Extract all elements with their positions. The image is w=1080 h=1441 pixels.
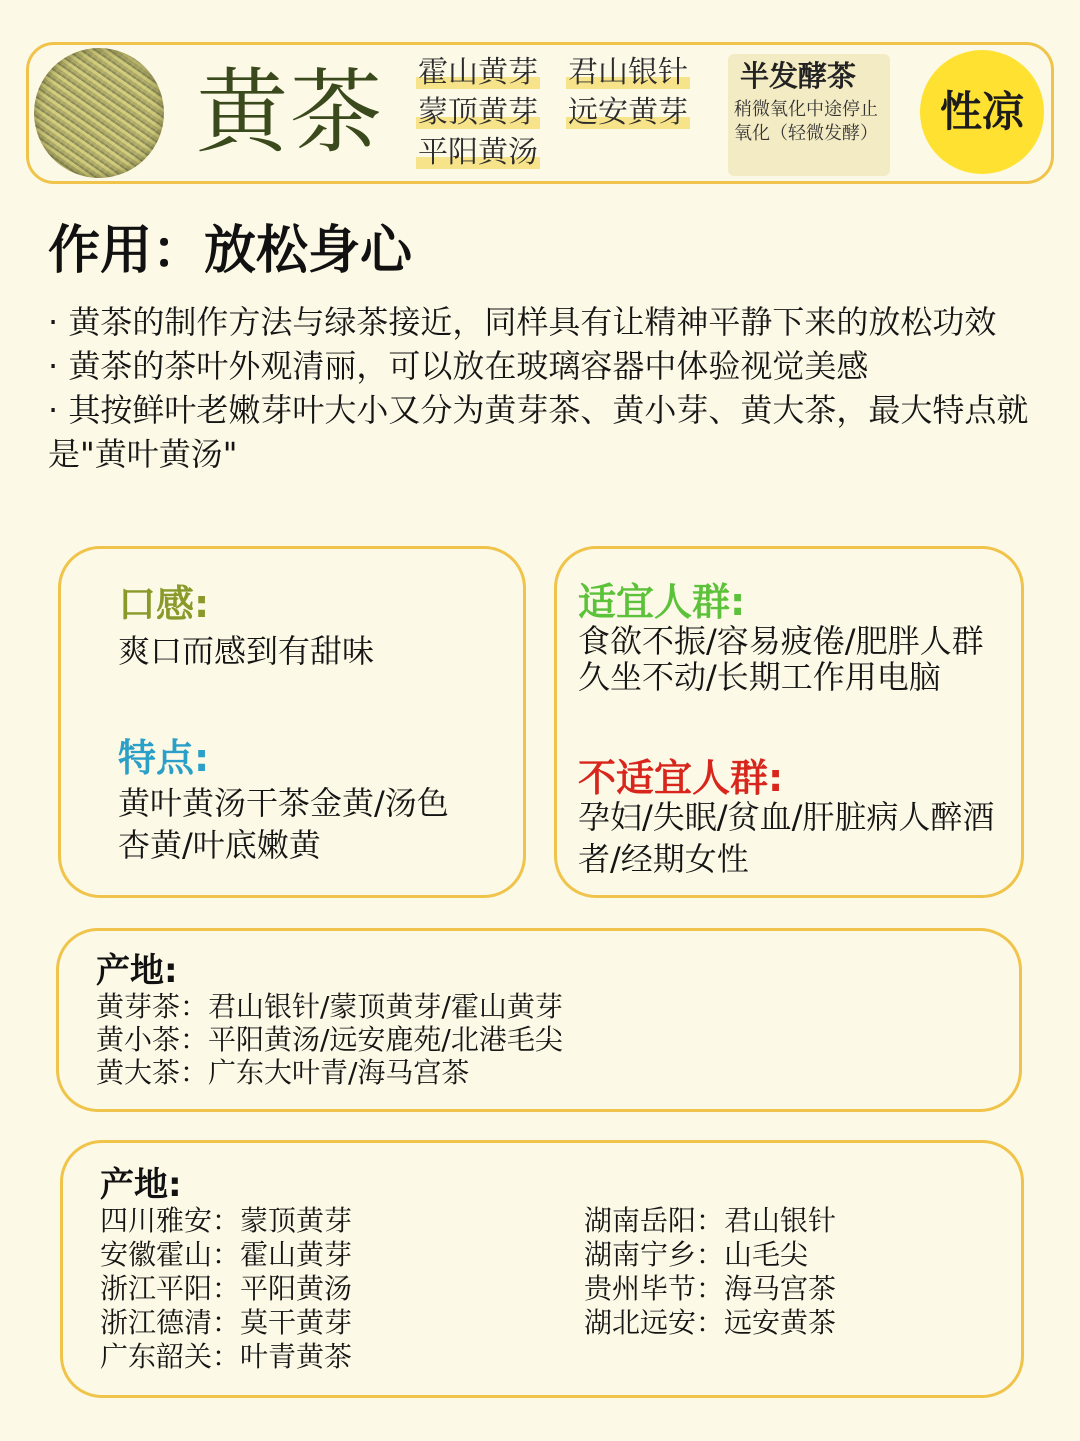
origin-type-line: 黄大茶：广东大叶青/海马宫茶 — [96, 1056, 470, 1089]
variety-tag: 霍山黄芽 — [418, 55, 538, 90]
unsuitable-label: 不适宜人群: — [578, 756, 784, 800]
fermentation-title: 半发酵茶 — [740, 59, 857, 93]
region-item: 湖南岳阳：君山银针 — [584, 1204, 837, 1237]
page-title: 黄茶 — [196, 59, 385, 166]
features-text: 黄叶黄汤干茶金黄/汤色杏黄/叶底嫩黄 — [118, 784, 449, 864]
effect-point: · 黄茶的制作方法与绿茶接近，同样具有让精神平静下来的放松功效 — [48, 303, 997, 341]
region-item: 浙江德清：莫干黄芽 — [100, 1306, 353, 1339]
effect-list — [48, 300, 1048, 476]
variety-tag: 平阳黄汤 — [418, 135, 538, 170]
suitable-label: 适宜人群: — [578, 580, 746, 624]
origin-regions-label: 产地: — [100, 1165, 182, 1205]
region-item: 湖北远安：远安黄茶 — [584, 1306, 837, 1339]
tea-leaves-image — [34, 48, 164, 178]
taste-label: 口感: — [118, 582, 210, 626]
region-item: 浙江平阳：平阳黄汤 — [100, 1272, 353, 1305]
region-item: 四川雅安：蒙顶黄芽 — [100, 1204, 353, 1237]
origin-types-label: 产地: — [96, 951, 178, 991]
effect-point: · 其按鲜叶老嫩芽叶大小又分为黄芽茶、黄小芽、黄大茶，最大特点就是"黄叶黄汤" — [48, 391, 1029, 473]
origin-type-line: 黄芽茶：君山银针/蒙顶黄芽/霍山黄芽 — [96, 990, 563, 1023]
unsuitable-text: 孕妇/失眠/贫血/肝脏病人醉酒者/经期女性 — [578, 798, 995, 878]
header-card — [26, 42, 1054, 184]
fermentation-description: 稍微氧化中途停止氧化（轻微发酵） — [734, 99, 878, 144]
variety-tag: 君山银针 — [568, 55, 688, 90]
features-label: 特点: — [118, 736, 210, 780]
origin-type-line: 黄小茶：平阳黄汤/远安鹿苑/北港毛尖 — [96, 1023, 563, 1056]
effect-heading: 作用：放松身心 — [48, 221, 413, 281]
taste-text: 爽口而感到有甜味 — [118, 632, 375, 670]
suitable-line: 久坐不动/长期工作用电脑 — [578, 658, 941, 696]
region-item: 贵州毕节：海马宫茶 — [584, 1272, 837, 1305]
nature-label: 性凉 — [939, 87, 1024, 136]
suitable-line: 食欲不振/容易疲倦/肥胖人群 — [578, 622, 984, 660]
region-item: 湖南宁乡：山毛尖 — [584, 1238, 809, 1271]
variety-tag: 远安黄芽 — [568, 95, 688, 130]
variety-tag: 蒙顶黄芽 — [418, 95, 538, 130]
region-item: 安徽霍山：霍山黄芽 — [100, 1238, 353, 1271]
effect-point: · 黄茶的茶叶外观清丽，可以放在玻璃容器中体验视觉美感 — [48, 347, 869, 385]
region-item: 广东韶关：叶青黄茶 — [100, 1340, 353, 1373]
